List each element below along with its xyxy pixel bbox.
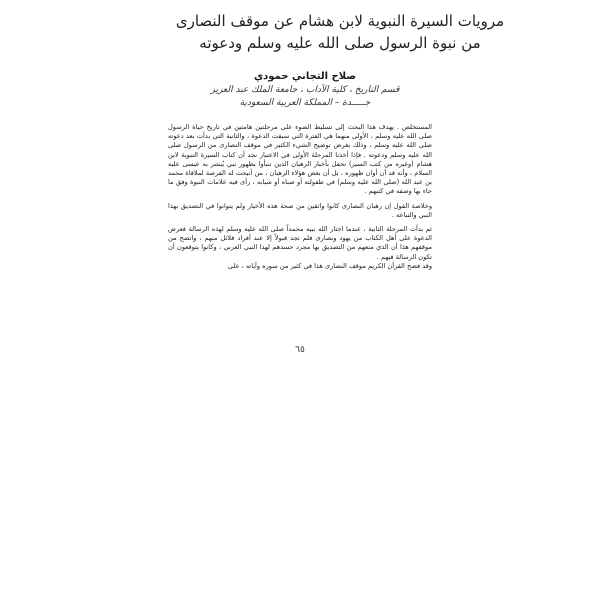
title-line-1: مرويات السيرة النبوية لابن هشام عن موقف النصارى [175,12,505,30]
author-affiliation-location: جـــــدة – المملكة العربية السعودية [239,98,371,108]
page-number: ٦٥ [295,345,305,355]
author-name: صلاح التجاني حمودي [253,71,356,82]
abstract-paragraph-3: ثم بدأت المرحلة الثانية ، عندما اختار الله نبيه محمداً صلى الله عليه وسلم لهذه الرسالة فعرض الدعوة على أهل الكتاب من يهود ونصارى فلم تجد قبولاً إلا عند أفراد قلائل منهم ، واتضح من موقفهم هذا أن الذي منعهم من التصديق بها مجرد حسدهم لهذا النبي العربي ، وكانوا يتوقعون أن تكون الرسالة فيهم . [168,225,432,261]
title-line-2: من نبوة الرسول صلى الله عليه وسلم ودعوته [199,34,481,52]
abstract-paragraph-4: وقد فضح القرآن الكريم موقف النصارى هذا في كثير من سوره وآياته ، على [227,261,432,270]
author-affiliation-department: قسم التاريخ ، كلية الآداب ، جامعة الملك عبد العزيز [210,85,400,95]
abstract-paragraph-2: وخلاصة القول إن رهبان النصارى كانوا واثقين من صحة هذه الأخبار ولم يتوانوا في التصديق بهذا النبي والتباعه . [168,201,432,219]
abstract-body [168,123,432,271]
article-title [150,10,530,54]
author-block [180,70,430,110]
abstract-paragraph-1: المستخلص . يهدف هذا البحث إلى تسليط الضوء على مرحلتين هامتين في تاريخ حياة الرسول صلى الله عليه وسلم ، الأولى منهما هي الفترة التي سبقت الدعوة ، والثانية التي بدأت بعد دعوته صلى الله عليه وسلم ، وذلك بغرض توضيح الشيء الكثير في موقف النصارى من الرسول صلى الله عليه وسلم ودعوته . فإذا أخذنا المرحلة الأولى في الاعتبار نجد أن كتاب السيرة النبوية لابن هشام (وغيره من كتب السير) تحفل بأخبار الرهبان الذين تنبأوا بظهور نبي يُبشر به عيسى عليه السلام ، وأنه قد آن أوان ظهوره ، بل أن بعض هؤلاء الرهبان ، من أتيحت له الفرصة لملاقاة محمد بن عبد الله (صلى الله عليه وسلم) في طفولته أو صباه أو شبابه ، رأى فيه علامات النبوة وفق ما جاء بها وصفه في كتبهم . [168,123,432,196]
